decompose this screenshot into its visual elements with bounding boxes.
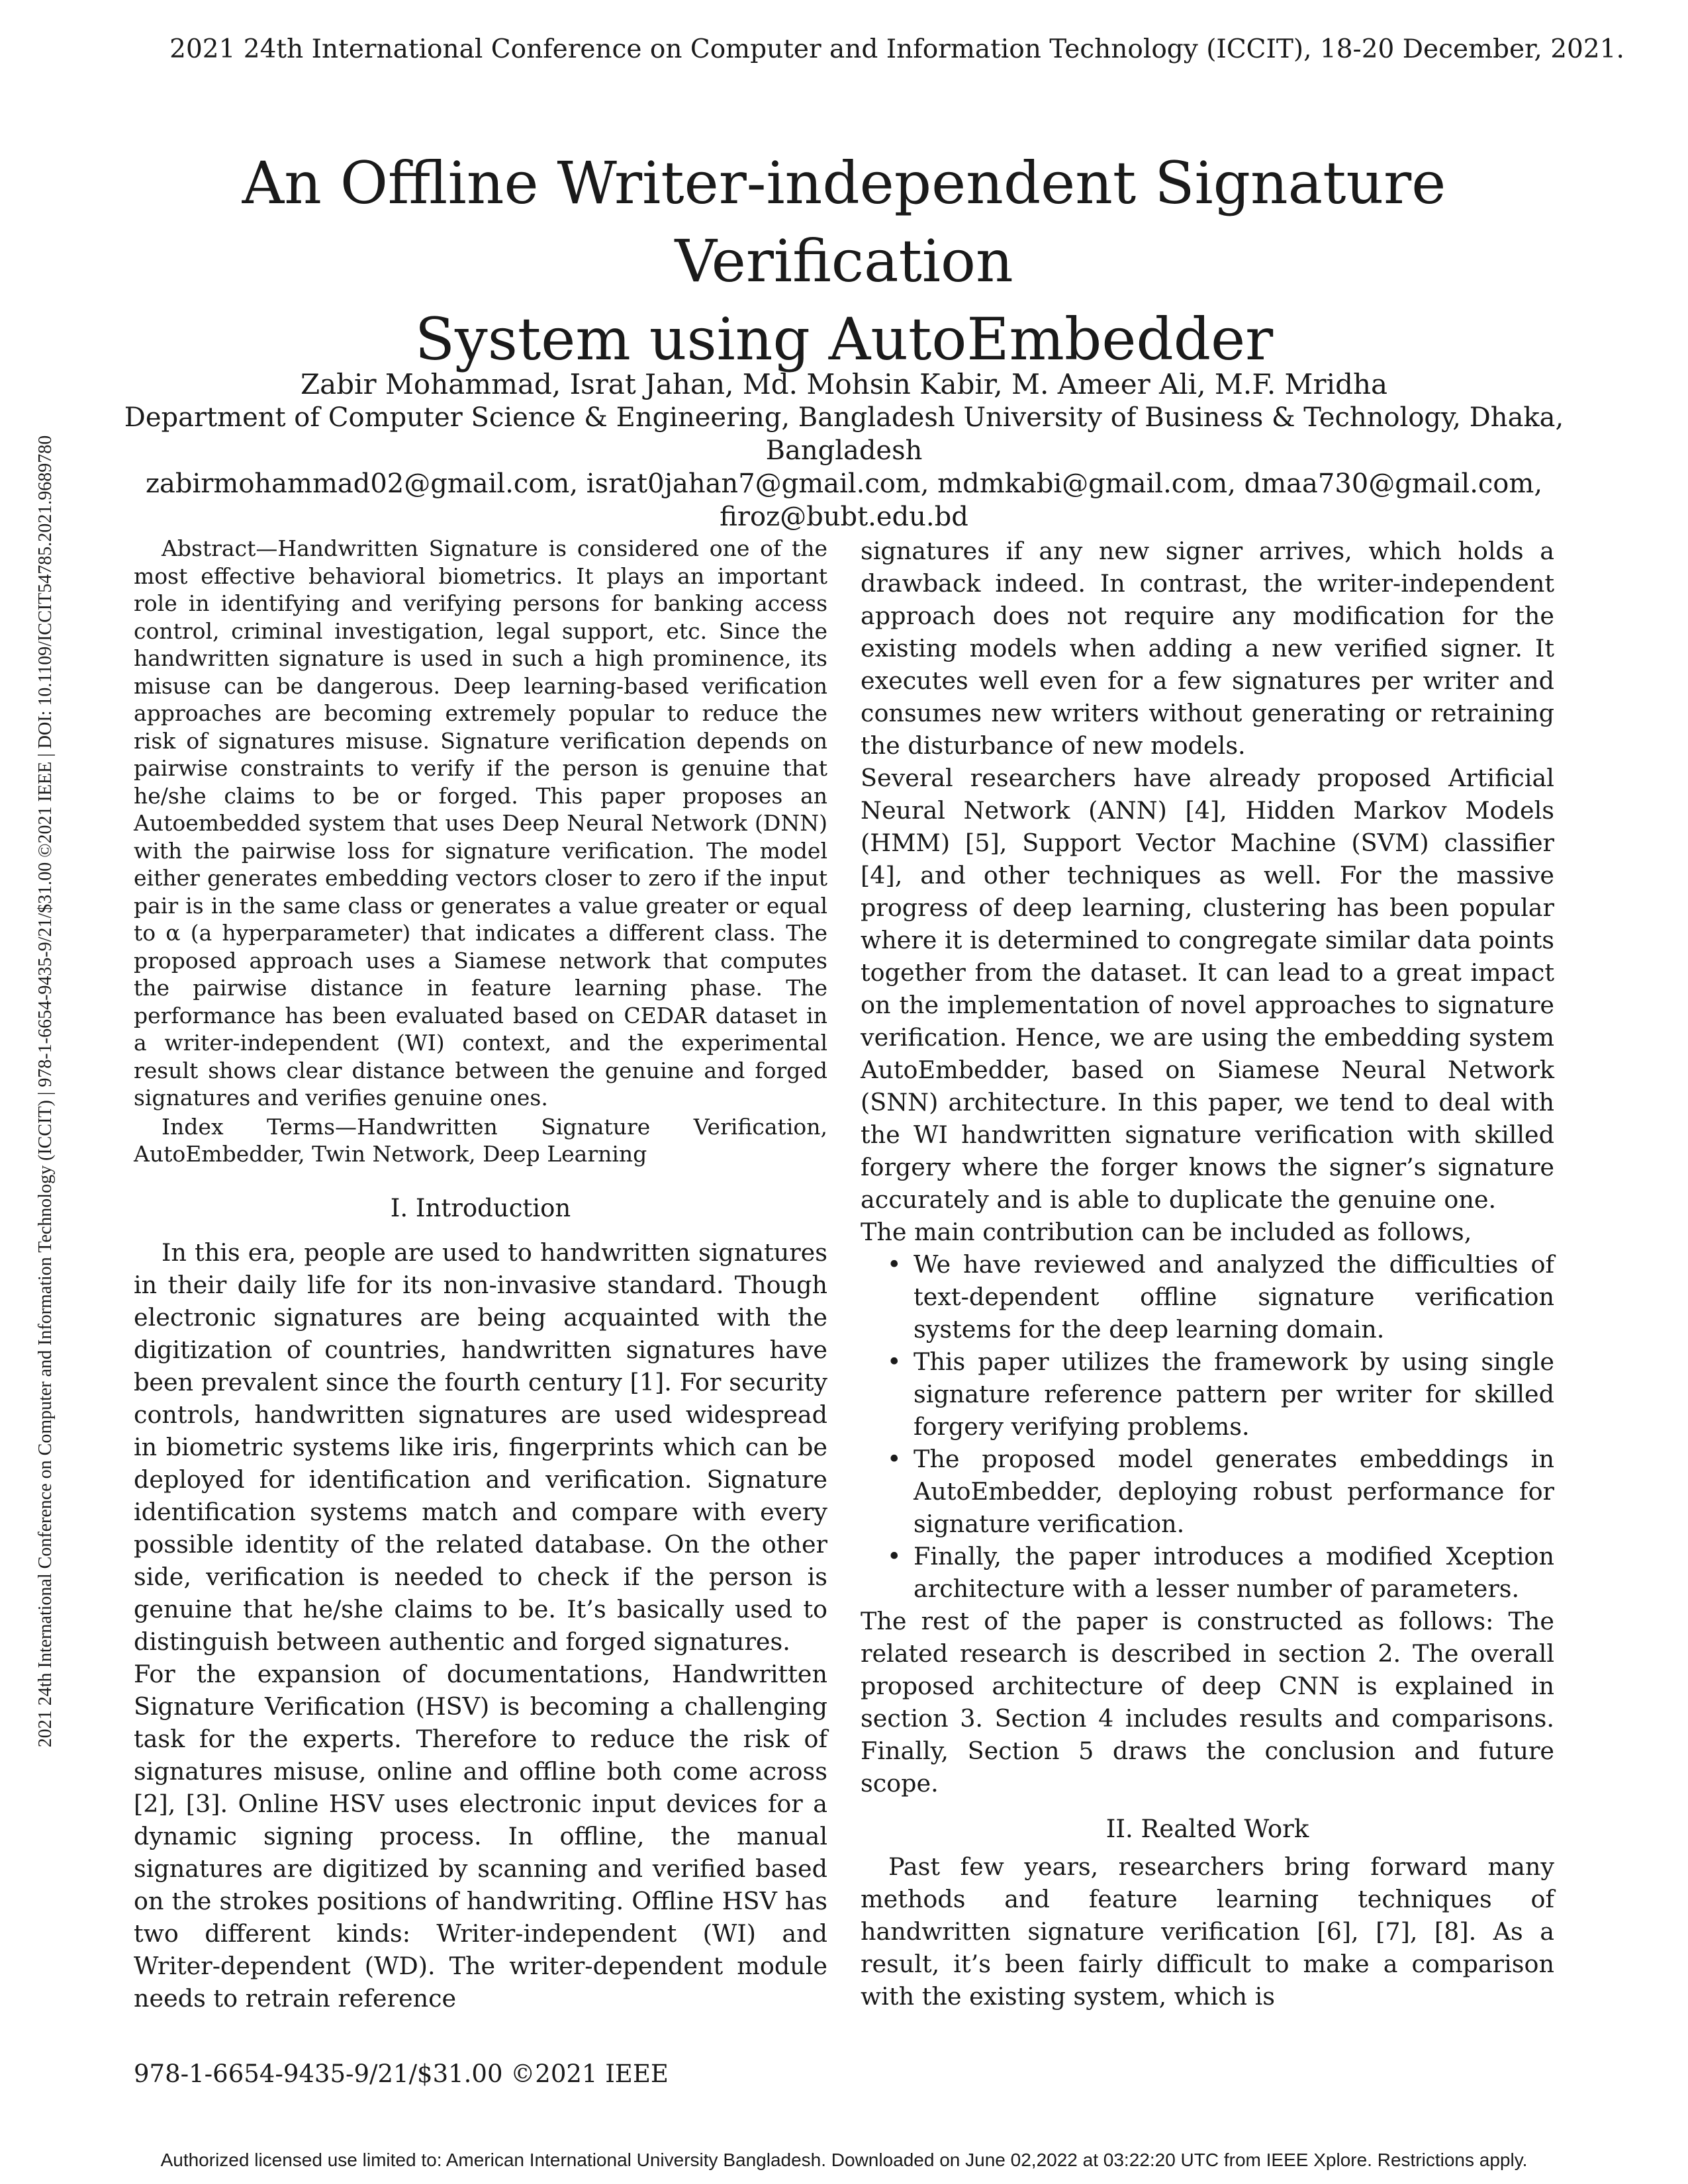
- bullet-icon: •: [887, 1347, 902, 1376]
- section-heading-introduction: I. Introduction: [390, 1193, 571, 1222]
- related-paragraph-1: Past few years, researchers bring forward many methods and feature learning techniques of handwritten signature verification [6], [7], [8]. As a result, it’s been fairly difficult to make a comparison with the existing system, which is: [861, 1852, 1554, 2011]
- list-item: • The proposed model generates embeddings in AutoEmbedder, deploying robust performance for signature verification.: [914, 1443, 1554, 1540]
- author-block: [99, 368, 1589, 533]
- conference-header: 2021 24th International Conference on Computer and Information Technology (ICCIT), 18-20 December, 2021.: [169, 34, 1624, 64]
- title-line-1: An Offline Writer-independent Signature Verification: [242, 149, 1446, 295]
- bullet-icon: •: [887, 1542, 902, 1570]
- bullet-icon: •: [887, 1445, 902, 1473]
- author-names: Zabir Mohammad, Israt Jahan, Md. Mohsin Kabir, M. Ameer Ali, M.F. Mridha: [300, 368, 1388, 400]
- list-item: • Finally, the paper introduces a modified Xception architecture with a lesser number of parameters.: [914, 1540, 1554, 1605]
- intro-paragraph-3: signatures if any new signer arrives, which holds a drawback indeed. In contrast, the writer-independent approach does not require any modification for the existing models when adding a new verified signer. It executes well even for a few signatures per writer and consumes new writers without generating or retraining the disturbance of new models.: [861, 537, 1554, 760]
- abstract: Abstract—Handwritten Signature is considered one of the most effective behavioral biometrics. It plays an important role in identifying and verifying persons for banking access control, criminal investigation, legal support, etc. Since the handwritten signature is used in such a high prominence, its misuse can be dangerous. Deep learning-based verification approaches are becoming extremely popular to reduce the risk of signatures misuse. Signature verification depends on pairwise constraints to verify if the person is genuine that he/she claims to be or forged. This paper proposes an Autoembedded system that uses Deep Neural Network (DNN) with the pairwise loss for signature verification. The model either generates embedding vectors closer to zero if the input pair is in the same class or generates a value greater or equal to α (a hyperparameter) that indicates a different class. The proposed approach uses a Siamese network that computes the pairwise distance in feature learning phase. The performance has been evaluated based on CEDAR dataset in a writer-independent (WI) context, and the experimental result shows clear distance between the genuine and forged signatures and verifies genuine ones.: [134, 535, 827, 1111]
- title-line-2: System using AutoEmbedder: [414, 305, 1274, 373]
- intro-paragraph-6: The rest of the paper is constructed as follows: The related research is described in section 2. The overall proposed architecture of deep CNN is explained in section 3. Section 4 includes results and comparisons. Finally, Section 5 draws the conclusion and future scope.: [861, 1607, 1554, 1797]
- footer-isbn: 978-1-6654-9435-9/21/$31.00 ©2021 IEEE: [134, 2060, 669, 2088]
- list-item: • This paper utilizes the framework by using single signature reference pattern per writer for skilled forgery verifying problems.: [914, 1345, 1554, 1443]
- section-heading-related-work: II. Realted Work: [1105, 1815, 1309, 1843]
- right-column: [861, 535, 1554, 2013]
- author-emails: zabirmohammad02@gmail.com, israt0jahan7@gmail.com, mdmkabi@gmail.com, dmaa730@gmail.com, firoz@bubt.edu.bd: [145, 469, 1543, 532]
- intro-paragraph-1: In this era, people are used to handwritten signatures in their daily life for its non-invasive standard. Though electronic signatures are being acquainted with the digitization of countries, handwritten signatures have been prevalent since the fourth century [1]. For security controls, handwritten signatures are used widespread in biometric systems like iris, fingerprints which can be deployed for identification and verification. Signature identification systems match and compare with every possible identity of the related database. On the other side, verification is needed to check if the person is genuine that he/she claims to be. It’s basically used to distinguish between authentic and forged signatures.: [134, 1238, 827, 1656]
- index-terms: Index Terms—Handwritten Signature Verification, AutoEmbedder, Twin Network, Deep Learning: [134, 1113, 827, 1167]
- list-item: • We have reviewed and analyzed the difficulties of text-dependent offline signature verification systems for the deep learning domain.: [914, 1248, 1554, 1345]
- left-column: [134, 535, 827, 2015]
- intro-paragraph-4: Several researchers have already proposed Artificial Neural Network (ANN) [4], Hidden Markov Models (HMM) [5], Support Vector Machine (SVM) classifier [4], and other techniques as well. For the massive progress of deep learning, clustering has been popular where it is determined to congregate similar data points together from the dataset. It can lead to a great impact on the implementation of novel approaches to signature verification. Hence, we are using the embedding system AutoEmbedder, based on Siamese Neural Network (SNN) architecture. In this paper, we tend to deal with the WI handwritten signature verification with skilled forgery where the forger knows the signer’s signature accurately and is able to duplicate the genuine one.: [861, 764, 1554, 1214]
- side-doi-note: 2021 24th International Conference on Computer and Information Technology (ICCIT) | 978-1-6654-9435-9/21/$31.00 ©2021 IEEE | DOI: 10.1109/ICCIT54785.2021.9689780: [35, 435, 56, 1748]
- contribution-list: [861, 1248, 1554, 1605]
- bullet-icon: •: [887, 1250, 902, 1279]
- intro-paragraph-2: For the expansion of documentations, Handwritten Signature Verification (HSV) is becoming a challenging task for the experts. Therefore to reduce the risk of signatures misuse, online and offline both come across [2], [3]. Online HSV uses electronic input devices for a dynamic signing process. In offline, the manual signatures are digitized by scanning and verified based on the strokes positions of handwriting. Offline HSV has two different kinds: Writer-independent (WI) and Writer-dependent (WD). The writer-dependent module needs to retrain reference: [134, 1659, 827, 2013]
- intro-paragraph-5: The main contribution can be included as follows,: [861, 1218, 1472, 1246]
- authorized-use-note: Authorized licensed use limited to: American International University Bangladesh. Downloaded on June 02,2022 at 03:22:20 UTC from IEEE Xplore. Restrictions apply.: [160, 2150, 1528, 2170]
- paper-title: [99, 144, 1589, 379]
- author-affiliation: Department of Computer Science & Engineering, Bangladesh University of Business & Technology, Dhaka, Bangladesh: [124, 402, 1564, 466]
